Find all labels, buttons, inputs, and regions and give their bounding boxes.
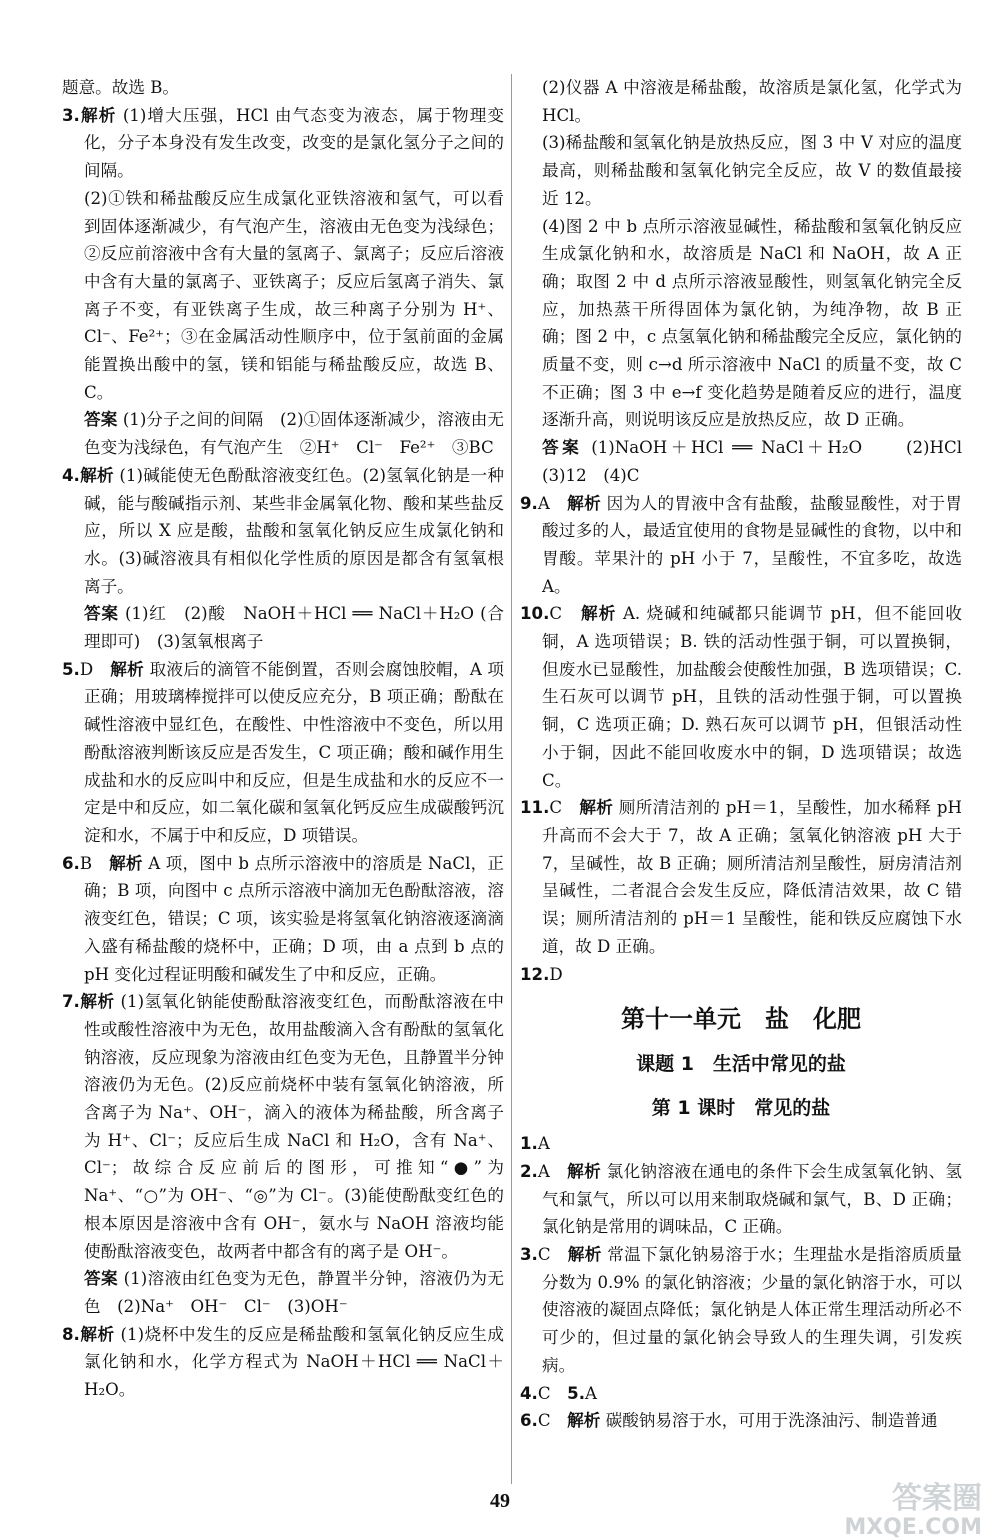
page-number: 49	[490, 1490, 510, 1512]
question-3: 3.解析 (1)增大压强，HCl 由气态变为液态，属于物理变化，分子本身没有发生改变，改变的是氯化氢分子之间的间隔。	[62, 105, 504, 181]
question-3-part-2: (2)①铁和稀盐酸反应生成氯化亚铁溶液和氢气，可以看到固体逐渐减少，有气泡产生，溶液由无色变为浅绿色；②反应前溶液中含有大量的氢离子、氯离子；反应后溶液中含有大量的氯离子、亚铁离子；反应后氢离子消失、氯离子不变，有亚铁离子生成，故三种离子分别为 H⁺、Cl⁻、Fe²⁺；③在金属活动性顺序中，位于氢前面的金属能置换出酸中的氢，镁和铝能与稀盐酸反应，故选 B、C。	[84, 188, 504, 402]
question-12: 12.D	[520, 964, 563, 984]
left-column	[62, 74, 504, 1404]
answer-8: 答案 (1)NaOH＋HCl ══ NaCl＋H₂O (2)HCl (3)12 (4)C	[542, 438, 979, 485]
paragraph: (2)仪器 A 中溶液是稀盐酸，故溶质是氯化氢，化学式为 HCl。	[542, 78, 962, 125]
question-6b: 6.C 解析 碳酸钠易溶于水，可用于洗涤油污、制造普通	[520, 1411, 938, 1431]
period-title: 第 1 课时 常见的盐	[651, 1097, 831, 1120]
answer-7: 答案 (1)溶液由红色变为无色，静置半分钟，溶液仍为无色 (2)Na⁺ OH⁻ Cl⁻ (3)OH⁻	[84, 1269, 504, 1316]
watermark: 答案圈 MXQE.COM	[844, 1481, 982, 1540]
question-2: 2.A 解析 氯化钠溶液在通电的条件下会生成氢氧化钠、氢气和氯气，所以可以用来制取烧碱和氯气，B、D 正确；氯化钠是常用的调味品，C 正确。	[520, 1161, 963, 1237]
paragraph: (3)稀盐酸和氢氧化钠是放热反应，图 3 中 V 对应的温度最高，则稀盐酸和氢氧化钠完全反应，故 V 的数值最接近 12。	[542, 133, 962, 208]
right-column	[520, 74, 979, 1435]
column-divider	[511, 74, 512, 1484]
question-10: 10.C 解析 A. 烧碱和纯碱都只能调节 pH，但不能回收铜，A 选项错误；B. 铁的活动性强于铜，可以置换铜，但废水已显酸性，加盐酸会使酸性加强，B 选项错误；C. 生石灰可以调节 pH，且铁的活动性强于铜，可以置换铜，C 选项正确；D. 熟石灰可以调节 pH，但银活动性小于铜，因此不能回收废水中的铜，D 选项错误；故选 C。	[520, 604, 963, 790]
paragraph: 题意。故选 B。	[62, 78, 180, 97]
question-4-5: 4.C 5.A	[520, 1383, 597, 1403]
question-4: 4.解析 (1)碱能使无色酚酞溶液变红色。(2)氢氧化钠是一种碱，能与酸碱指示剂、某些非金属氧化物、酸和某些盐反应，所以 X 应是酸，盐酸和氢氧化钠反应生成氯化钠和水。(3)碱溶液具有相似化学性质的原因是都含有氢氧根离子。	[62, 465, 505, 596]
question-6: 6.B 解析 A 项，图中 b 点所示溶液中的溶质是 NaCl，正确；B 项，向图中 c 点所示溶液中滴加无色酚酞溶液，溶液变红色，错误；C 项，该实验是将氢氧化钠溶液逐滴滴入盛有稀盐酸的烧杯中，正确；D 项，由 a 点到 b 点的 pH 变化过程证明酸和碱发生了中和反应，正确。	[62, 853, 505, 984]
question-7: 7.解析 (1)氢氧化钠能使酚酞溶液变红色，而酚酞溶液在中性或酸性溶液中为无色，故用盐酸滴入含有酚酞的氢氧化钠溶液，反应现象为溶液由红色变为无色，且静置半分钟溶液仍为无色。(2)反应前烧杯中装有氢氧化钠溶液，所含离子为 Na⁺、OH⁻，滴入的液体为稀盐酸，所含离子为 H⁺、Cl⁻；反应后生成 NaCl 和 H₂O，含有 Na⁺、Cl⁻；故综合反应前后的图形，可推知“●”为 Na⁺、“○”为 OH⁻、“◎”为 Cl⁻。(3)能使酚酞变红色的根本原因是溶液中含有 OH⁻，氨水与 NaOH 溶液均能使酚酞溶液变色，故两者中都含有的离子是 OH⁻。	[62, 992, 505, 1261]
answer-3: 答案 (1)分子之间的间隔 (2)①固体逐渐减少，溶液由无色变为浅绿色，有气泡产生 ②H⁺ Cl⁻ Fe²⁺ ③BC	[84, 410, 505, 458]
question-8: 8.解析 (1)烧杯中发生的反应是稀盐酸和氢氧化钠反应生成氯化钠和水，化学方程式为 NaOH＋HCl ══ NaCl＋H₂O。	[62, 1324, 505, 1400]
unit-title: 第十一单元 盐 化肥	[621, 1005, 861, 1034]
question-9: 9.A 解析 因为人的胃液中含有盐酸，盐酸显酸性，对于胃酸过多的人，最适宜使用的食物是显碱性的食物，以中和胃酸。苹果汁的 pH 小于 7，呈酸性，不宜多吃，故选 A。	[520, 493, 963, 596]
answer-4: 答案 (1)红 (2)酸 NaOH＋HCl ══ NaCl＋H₂O (合理即可) (3)氢氧根离子	[84, 604, 505, 652]
question-3b: 3.C 解析 常温下氯化钠易溶于水；生理盐水是指溶质质量分数为 0.9% 的氯化钠溶液；少量的氯化钠溶于水，可以使溶液的凝固点降低；氯化钠是人体正常生理活动所必不可少的，但过量的氯化钠会导致人的生理失调，引发疾病。	[520, 1245, 963, 1375]
question-11: 11.C 解析 厕所清洁剂的 pH＝1，呈酸性，加水稀释 pH 升高而不会大于 7，故 A 正确；氢氧化钠溶液 pH 大于 7，呈碱性，故 B 正确；厕所清洁剂呈酸性，厨房清洁剂呈碱性，二者混合会发生反应，降低清洁效果，故 C 错误；厕所清洁剂的 pH＝1 呈酸性，能和铁反应腐蚀下水道，故 D 正确。	[520, 798, 963, 956]
lesson-title: 课题 1 生活中常见的盐	[636, 1053, 846, 1076]
paragraph: (4)图 2 中 b 点所示溶液显碱性，稀盐酸和氢氧化钠反应生成氯化钠和水，故溶质是 NaCl 和 NaOH，故 A 正确；取图 2 中 d 点所示溶液显酸性，则氢氧化钠完全反应，加热蒸干所得固体为氯化钠，为纯净物，故 B 正确；图 2 中，c 点氢氧化钠和稀盐酸完全反应，氯化钠的质量不变，则 c→d 所示溶液中 NaCl 的质量不变，故 C 不正确；图 3 中 e→f 变化趋势是随着反应的进行，温度逐渐升高，则说明该反应是放热反应，故 D 正确。	[542, 216, 962, 430]
question-1: 1.A	[520, 1134, 550, 1154]
question-5: 5.D 解析 取液后的滴管不能倒置，否则会腐蚀胶帽，A 项正确；用玻璃棒搅拌可以使反应充分，B 项正确；酚酞在碱性溶液中显红色，在酸性、中性溶液中不变色，所以用酚酞溶液判断该反应是否发生，C 项正确；酸和碱作用生成盐和水的反应叫中和反应，但是生成盐和水的反应不一定是中和反应，如二氧化碳和氢氧化钙反应生成碳酸钙沉淀和水，不属于中和反应，D 项错误。	[62, 659, 504, 845]
